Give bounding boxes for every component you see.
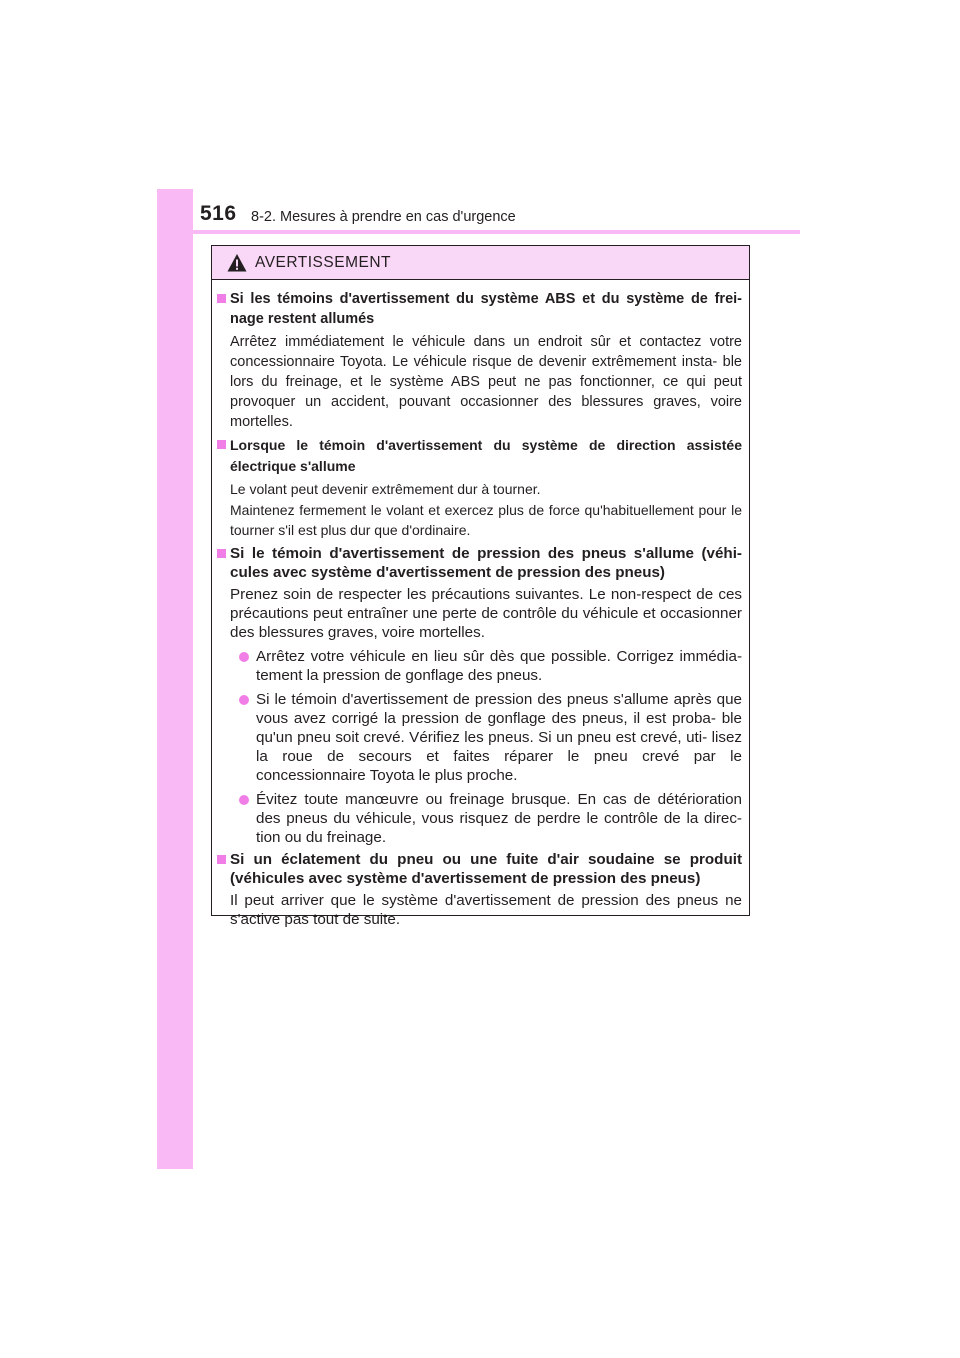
square-bullet-icon [217, 440, 226, 449]
item-heading: Si le témoin d'avertissement de pression des pneus s'allume (véhi- cules avec système d'avertissement de pression des pneus) [230, 544, 742, 581]
square-bullet-icon [217, 855, 226, 864]
warning-item [217, 435, 742, 541]
warning-header [212, 246, 749, 280]
page-number: 516 [200, 202, 237, 225]
warning-box [211, 245, 750, 928]
item-paragraph: Il peut arriver que le système d'avertissement de pression des pneus ne s'active pas tout de suite. [230, 891, 742, 928]
section-title: 8-2. Mesures à prendre en cas d'urgence [251, 209, 516, 225]
list-item: Si le témoin d'avertissement de pression des pneus s'allume après que vous avez corrigé la pression de gonflage des pneus, il est proba- ble qu'un pneu soit crevé. Vérifiez les pneus. Si un pneu est crevé, uti- lisez la roue de secours et faites réparer le pneu crevé par le concessionnaire Toyota le plus proche. [230, 690, 742, 785]
round-bullet-icon [239, 695, 249, 705]
round-bullet-icon [239, 652, 249, 662]
warning-item [217, 544, 742, 847]
item-paragraph: Maintenez fermement le volant et exercez plus de force qu'habituellement pour le tourner s'il est plus dur que d'ordinaire. [230, 501, 742, 538]
square-bullet-icon [217, 549, 226, 558]
warning-triangle-icon [227, 253, 247, 273]
item-paragraph: Le volant peut devenir extrêmement dur à tourner. [230, 481, 541, 497]
warning-title: AVERTISSEMENT [255, 253, 391, 271]
item-heading: Si les témoins d'avertissement du système ABS et du système de frei- nage restent allumés [230, 291, 742, 327]
warning-item [217, 850, 742, 929]
square-bullet-icon [217, 294, 226, 303]
list-item: Arrêtez votre véhicule en lieu sûr dès que possible. Corrigez immédia- tement la pression de gonflage des pneus. [230, 647, 742, 685]
item-paragraph: Arrêtez immédiatement le véhicule dans un endroit sûr et contactez votre concessionnaire Toyota. Le véhicule risque de devenir extrêmement insta- ble lors du freinage, et le système ABS peut ne pas fonctionner, ce qui peut provoquer un accident, pouvant occasionner des blessures graves, voire mortelles. [230, 334, 742, 430]
item-heading: Si un éclatement du pneu ou une fuite d'air soudaine se produit (véhicules avec système d'avertissement de pression des pneus) [230, 850, 742, 887]
warning-content [217, 289, 742, 932]
item-heading: Lorsque le témoin d'avertissement du système de direction assistée électrique s'allume [230, 437, 742, 474]
warning-item [217, 289, 742, 432]
round-bullet-icon [239, 795, 249, 805]
item-paragraph: Prenez soin de respecter les précautions suivantes. Le non-respect de ces précautions peut entraîner une perte de contrôle du véhicule et occasionner des blessures graves, voire mortelles. [230, 585, 742, 641]
list-item: Évitez toute manœuvre ou freinage brusque. En cas de détérioration des pneus du véhicule, vous risquez de perdre le contrôle de la direc- tion ou du freinage. [230, 790, 742, 847]
header-rule [157, 230, 800, 234]
margin-tab-bar [157, 189, 193, 1169]
